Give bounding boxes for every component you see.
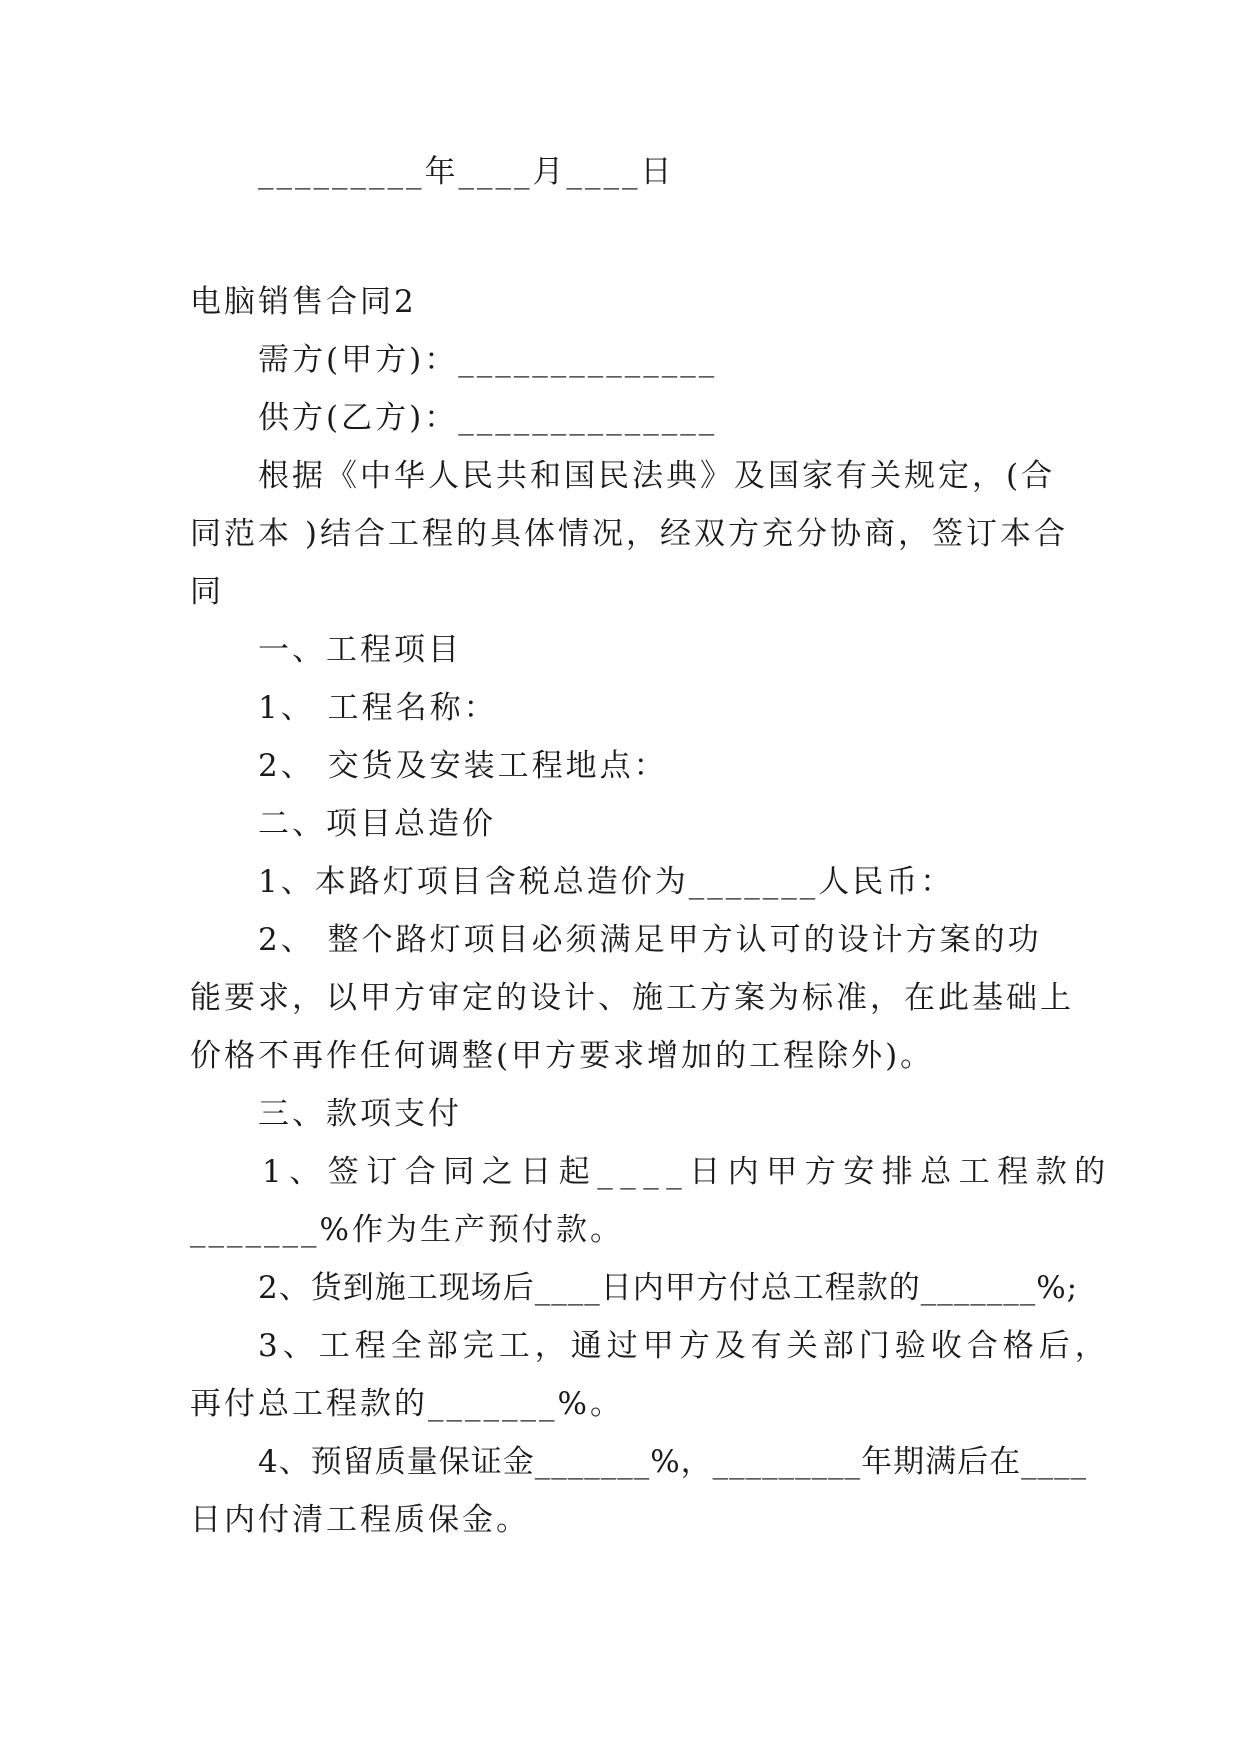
contract-title: 电脑销售合同2 [190, 284, 417, 320]
seller-party-line: 供方(乙方)：______________ [258, 400, 718, 436]
intro-line-3: 同 [190, 574, 224, 610]
intro-line-2: 同范本 )结合工程的具体情况，经双方充分协商，签订本合 [190, 516, 1068, 552]
section1-item-2: 2、 交货及安装工程地点： [258, 748, 668, 784]
section3-item-1-line-2: _______%作为生产预付款。 [190, 1212, 624, 1248]
section2-item-2-line-2: 能要求，以甲方审定的设计、施工方案为标准，在此基础上 [190, 980, 1074, 1016]
section2-heading: 二、项目总造价 [258, 806, 496, 842]
section3-item-1-line-1: 1、签订合同之日起____日内甲方安排总工程款的 [262, 1154, 1113, 1190]
section3-item-4-line-1: 4、预留质量保证金_______%，_________年期满后在____ [258, 1444, 1088, 1480]
section1-heading: 一、工程项目 [258, 632, 462, 668]
section3-item-2: 2、货到施工现场后____日内甲方付总工程款的_______%; [258, 1270, 1079, 1306]
intro-line-1: 根据《中华人民共和国民法典》及国家有关规定，(合 [258, 458, 1056, 494]
section3-item-3-line-1: 3、工程全部完工，通过甲方及有关部门验收合格后， [258, 1328, 1111, 1364]
section3-heading: 三、款项支付 [258, 1096, 462, 1132]
buyer-party-line: 需方(甲方)：______________ [258, 342, 718, 378]
section3-item-4-line-2: 日内付清工程质保金。 [190, 1502, 530, 1538]
section2-item-1: 1、本路灯项目含税总造价为_______人民币： [258, 864, 955, 900]
section1-item-1: 1、 工程名称： [258, 690, 498, 726]
section3-item-3-line-2: 再付总工程款的_______%。 [190, 1386, 624, 1422]
date-line: _________年____月____日 [258, 154, 675, 190]
section2-item-2-line-1: 2、 整个路灯项目必须满足甲方认可的设计方案的功 [258, 922, 1042, 958]
section2-item-2-line-3: 价格不再作任何调整(甲方要求增加的工程除外)。 [190, 1038, 935, 1074]
